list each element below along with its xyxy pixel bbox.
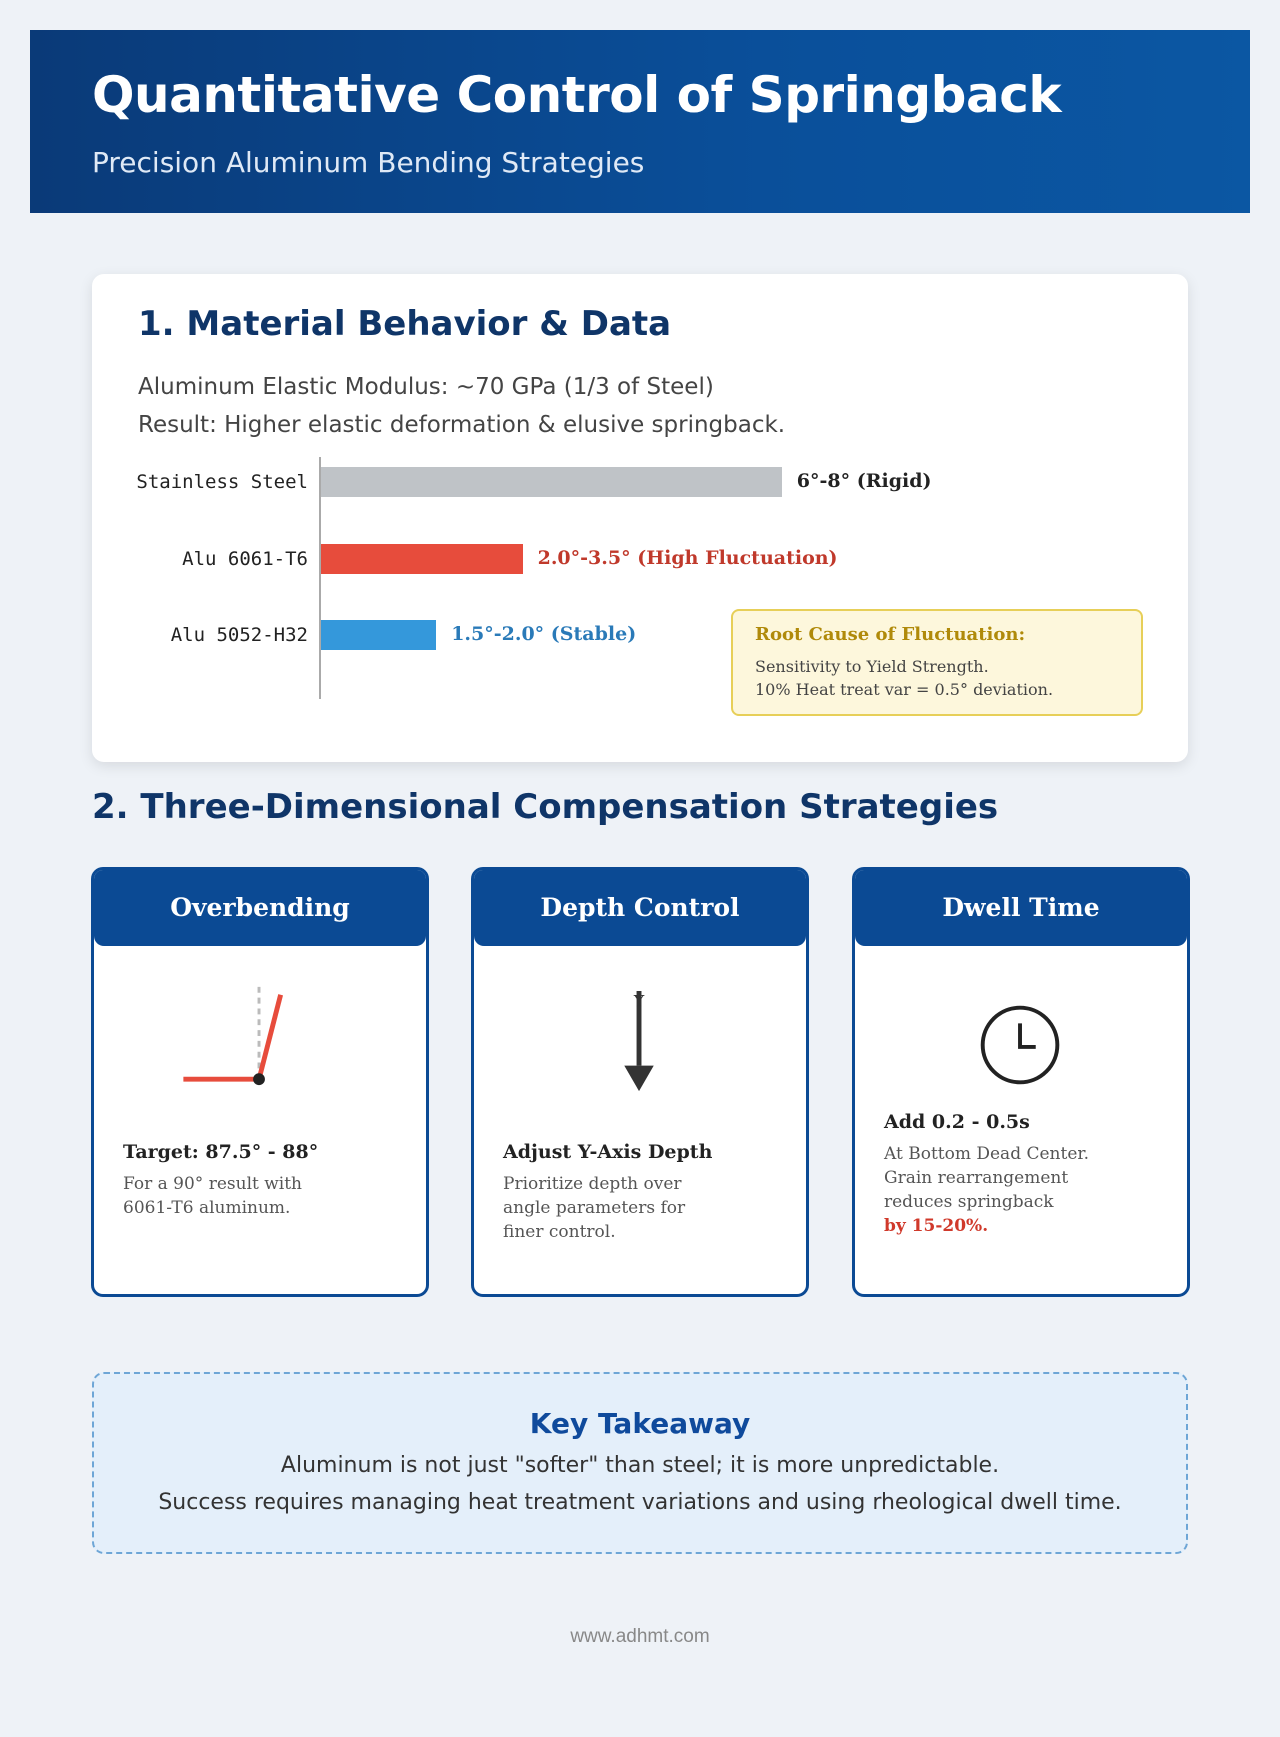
down-arrow-icon <box>474 988 806 1098</box>
takeaway-title: Key Takeaway <box>529 1407 751 1440</box>
key-takeaway-box <box>92 1372 1188 1554</box>
note-title: Root Cause of Fluctuation: <box>755 624 1026 645</box>
dwell-desc-1: At Bottom Dead Center. <box>884 1144 1090 1164</box>
bar-value-label-0: 6°-8° (Rigid) <box>796 470 932 492</box>
dwell-desc-3: reduces springback <box>884 1192 1054 1212</box>
depth-control-card <box>471 867 809 1297</box>
depth-desc-1: Prioritize depth over <box>503 1174 682 1194</box>
bar-2 <box>321 620 436 650</box>
depth-desc-2: angle parameters for <box>503 1198 686 1218</box>
bar-label-2: Alu 5052-H32 <box>170 624 308 646</box>
root-cause-note <box>731 609 1143 716</box>
clock-icon <box>855 1003 1187 1087</box>
dwell-time-card-title: Dwell Time <box>855 870 1187 946</box>
bar-label-0: Stainless Steel <box>136 471 308 493</box>
elastic-modulus-text: Aluminum Elastic Modulus: ~70 GPa (1/3 of Steel) <box>138 374 714 400</box>
dwell-desc-2: Grain rearrangement <box>884 1168 1069 1188</box>
overbending-card <box>91 867 429 1297</box>
header-banner <box>30 30 1250 213</box>
y-axis-glyph: Y <box>633 991 645 1011</box>
takeaway-line-2: Success requires managing heat treatment variations and using rheological dwell time. <box>158 1490 1122 1515</box>
result-text: Result: Higher elastic deformation & elusive springback. <box>138 412 786 438</box>
depth-control-card-title: Depth Control <box>474 870 806 946</box>
note-line-2: 10% Heat treat var = 0.5° deviation. <box>755 680 1054 699</box>
overbending-card-title: Overbending <box>94 870 426 946</box>
takeaway-line-1: Aluminum is not just "softer" than steel; it is more unpredictable. <box>280 1453 1000 1478</box>
dwell-highlight: by 15-20%. <box>884 1216 989 1236</box>
footer-url: www.adhmt.com <box>570 1626 710 1647</box>
bar-value-label-1: 2.0°-3.5° (High Fluctuation) <box>537 547 838 569</box>
page-title: Quantitative Control of Springback <box>92 66 1062 124</box>
overbending-desc-2: 6061-T6 aluminum. <box>123 1198 291 1218</box>
overbend-angle-icon <box>94 980 426 1090</box>
bar-value-label-2: 1.5°-2.0° (Stable) <box>451 623 637 645</box>
bar-label-1: Alu 6061-T6 <box>182 548 308 570</box>
overbending-target: Target: 87.5° - 88° <box>123 1141 319 1163</box>
bar-0 <box>321 467 782 497</box>
depth-desc-3: finer control. <box>503 1222 616 1242</box>
material-behavior-card <box>92 274 1188 762</box>
depth-heading: Adjust Y-Axis Depth <box>503 1141 713 1163</box>
dwell-time-card <box>852 867 1190 1297</box>
bar-1 <box>321 544 523 574</box>
note-line-1: Sensitivity to Yield Strength. <box>755 657 989 676</box>
section2-title: 2. Three-Dimensional Compensation Strategies <box>92 787 999 827</box>
dwell-heading: Add 0.2 - 0.5s <box>884 1111 1030 1133</box>
page-subtitle: Precision Aluminum Bending Strategies <box>92 146 645 179</box>
overbending-desc-1: For a 90° result with <box>123 1174 303 1194</box>
section1-title: 1. Material Behavior & Data <box>138 304 672 344</box>
